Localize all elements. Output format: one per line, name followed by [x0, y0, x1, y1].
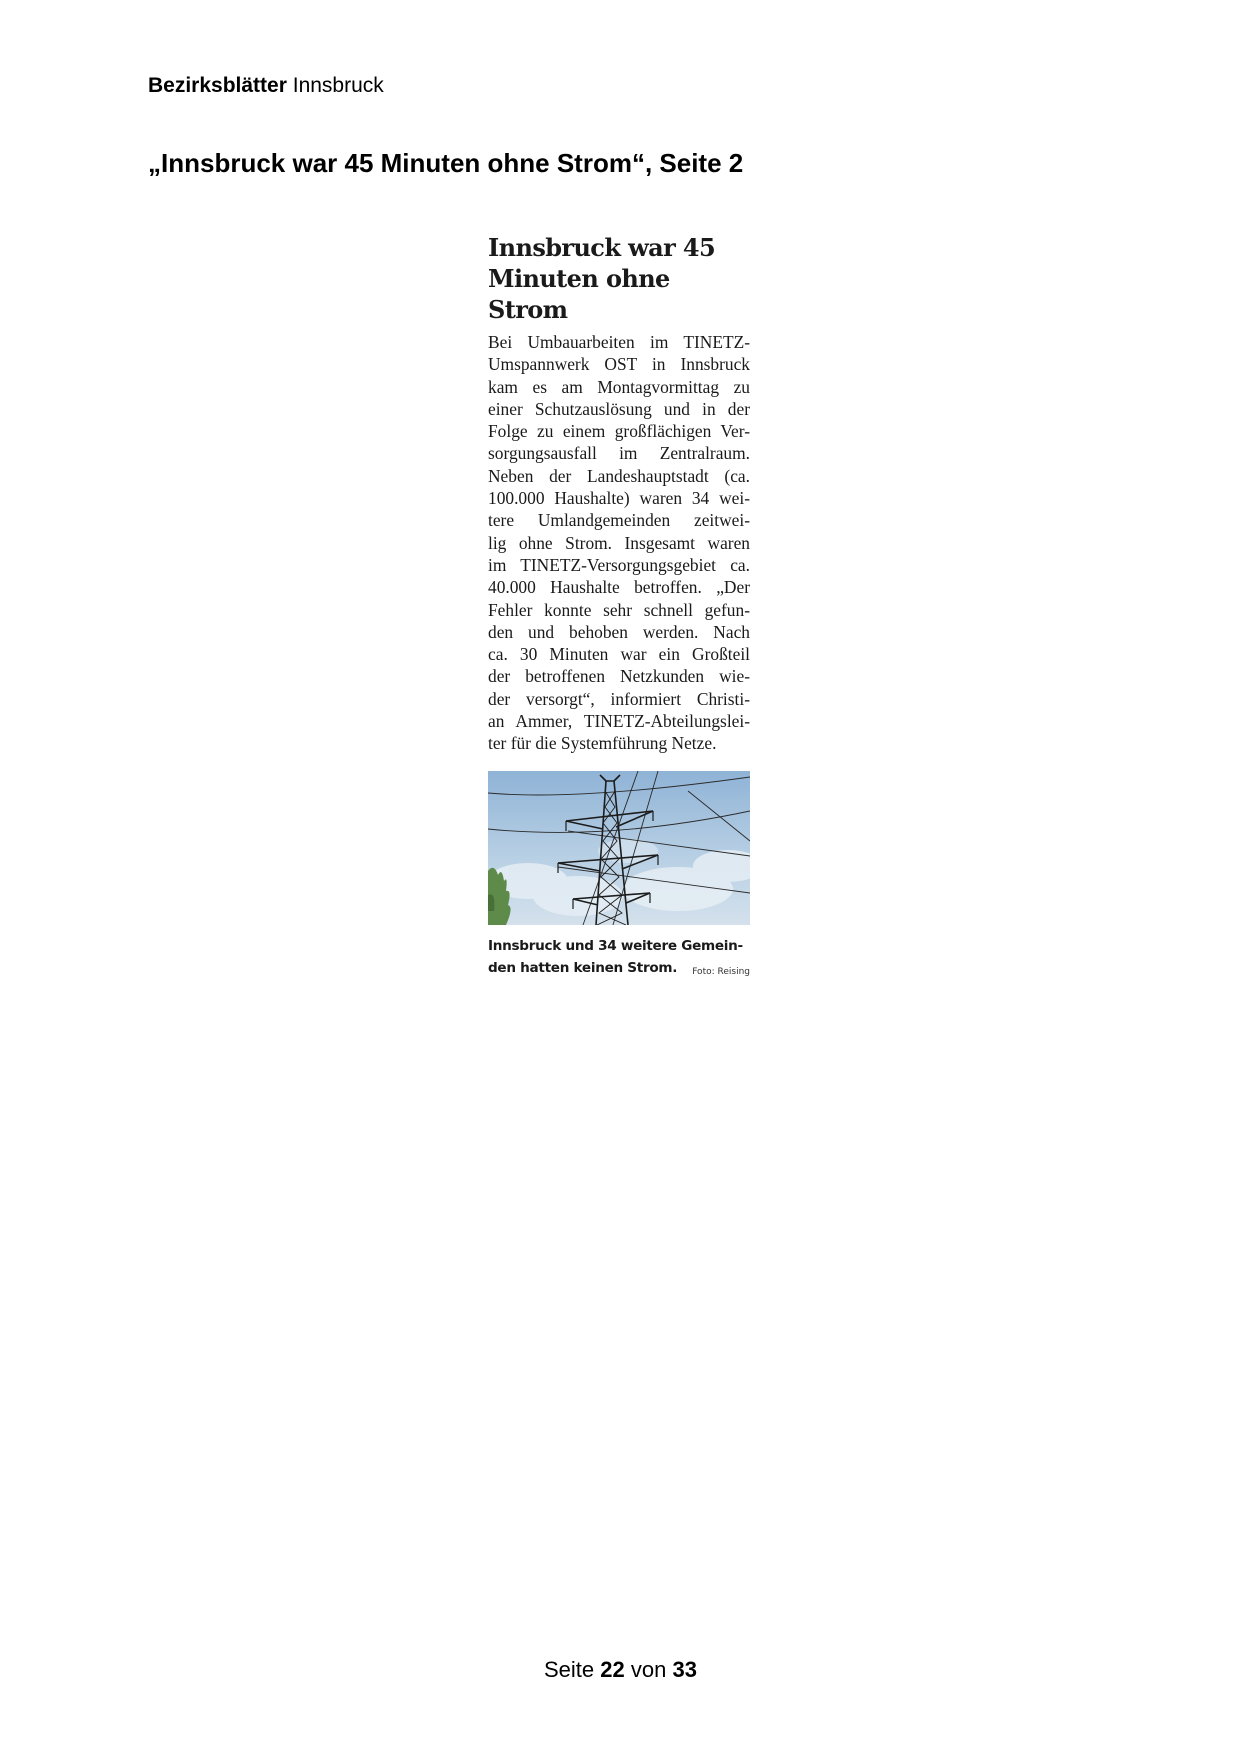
article-body — [488, 331, 750, 755]
body-line: Neben der Landeshauptstadt (ca. — [488, 465, 750, 486]
body-line: kam es am Montagvormittag zu — [488, 376, 750, 397]
body-line: 100.000 Haushalte) waren 34 wei- — [488, 488, 750, 509]
headline-line: Innsbruck war 45 — [488, 233, 716, 262]
body-line: 40.000 Haushalte betroffen. „Der — [488, 577, 750, 598]
publication-header — [148, 72, 384, 100]
publication-name: Bezirksblätter — [148, 74, 287, 97]
page-number — [0, 1656, 1241, 1684]
photo-caption-block — [488, 935, 750, 979]
publication-region: Innsbruck — [292, 74, 384, 97]
body-line: im TINETZ-Versorgungsgebiet ca. — [488, 554, 750, 575]
body-line: einer Schutzauslösung und in der — [488, 398, 750, 419]
body-line: Bei Umbauarbeiten im TINETZ- — [488, 332, 750, 352]
caption-line: Innsbruck und 34 weitere Gemein- — [488, 937, 743, 954]
body-line: ter für die Systemführung Netze. — [488, 733, 717, 754]
body-line: Fehler konnte sehr schnell gefun- — [488, 599, 750, 620]
page-separator: von — [630, 1657, 667, 1682]
power-pylon-photo — [488, 771, 750, 925]
body-line: der versorgt“, informiert Christi- — [488, 688, 750, 709]
total-pages: 33 — [672, 1657, 697, 1682]
article-headline — [488, 232, 750, 325]
body-line: Folge zu einem großflächigen Ver- — [488, 421, 750, 442]
body-line: den und behoben werden. Nach — [488, 621, 750, 642]
document-title: „Innsbruck war 45 Minuten ohne Strom“, Seite 2 — [148, 148, 744, 178]
page-prefix: Seite — [544, 1657, 595, 1682]
body-line: ca. 30 Minuten war ein Großteil — [488, 644, 750, 665]
newspaper-clipping — [488, 232, 750, 979]
photo-credit: Foto: Reising — [692, 966, 750, 977]
body-line: tere Umlandgemeinden zeitwei- — [488, 510, 750, 531]
body-line: lig ohne Strom. Insgesamt waren — [488, 532, 750, 553]
caption-line: den hatten keinen Strom. — [488, 959, 678, 976]
current-page: 22 — [600, 1657, 625, 1682]
body-line: an Ammer, TINETZ-Abteilungslei- — [488, 711, 750, 732]
body-line: Umspannwerk OST in Innsbruck — [488, 354, 750, 375]
body-line: der betroffenen Netzkunden wie- — [488, 666, 750, 687]
body-line: sorgungsausfall im Zentralraum. — [488, 443, 750, 464]
headline-line: Minuten ohne Strom — [488, 264, 670, 324]
